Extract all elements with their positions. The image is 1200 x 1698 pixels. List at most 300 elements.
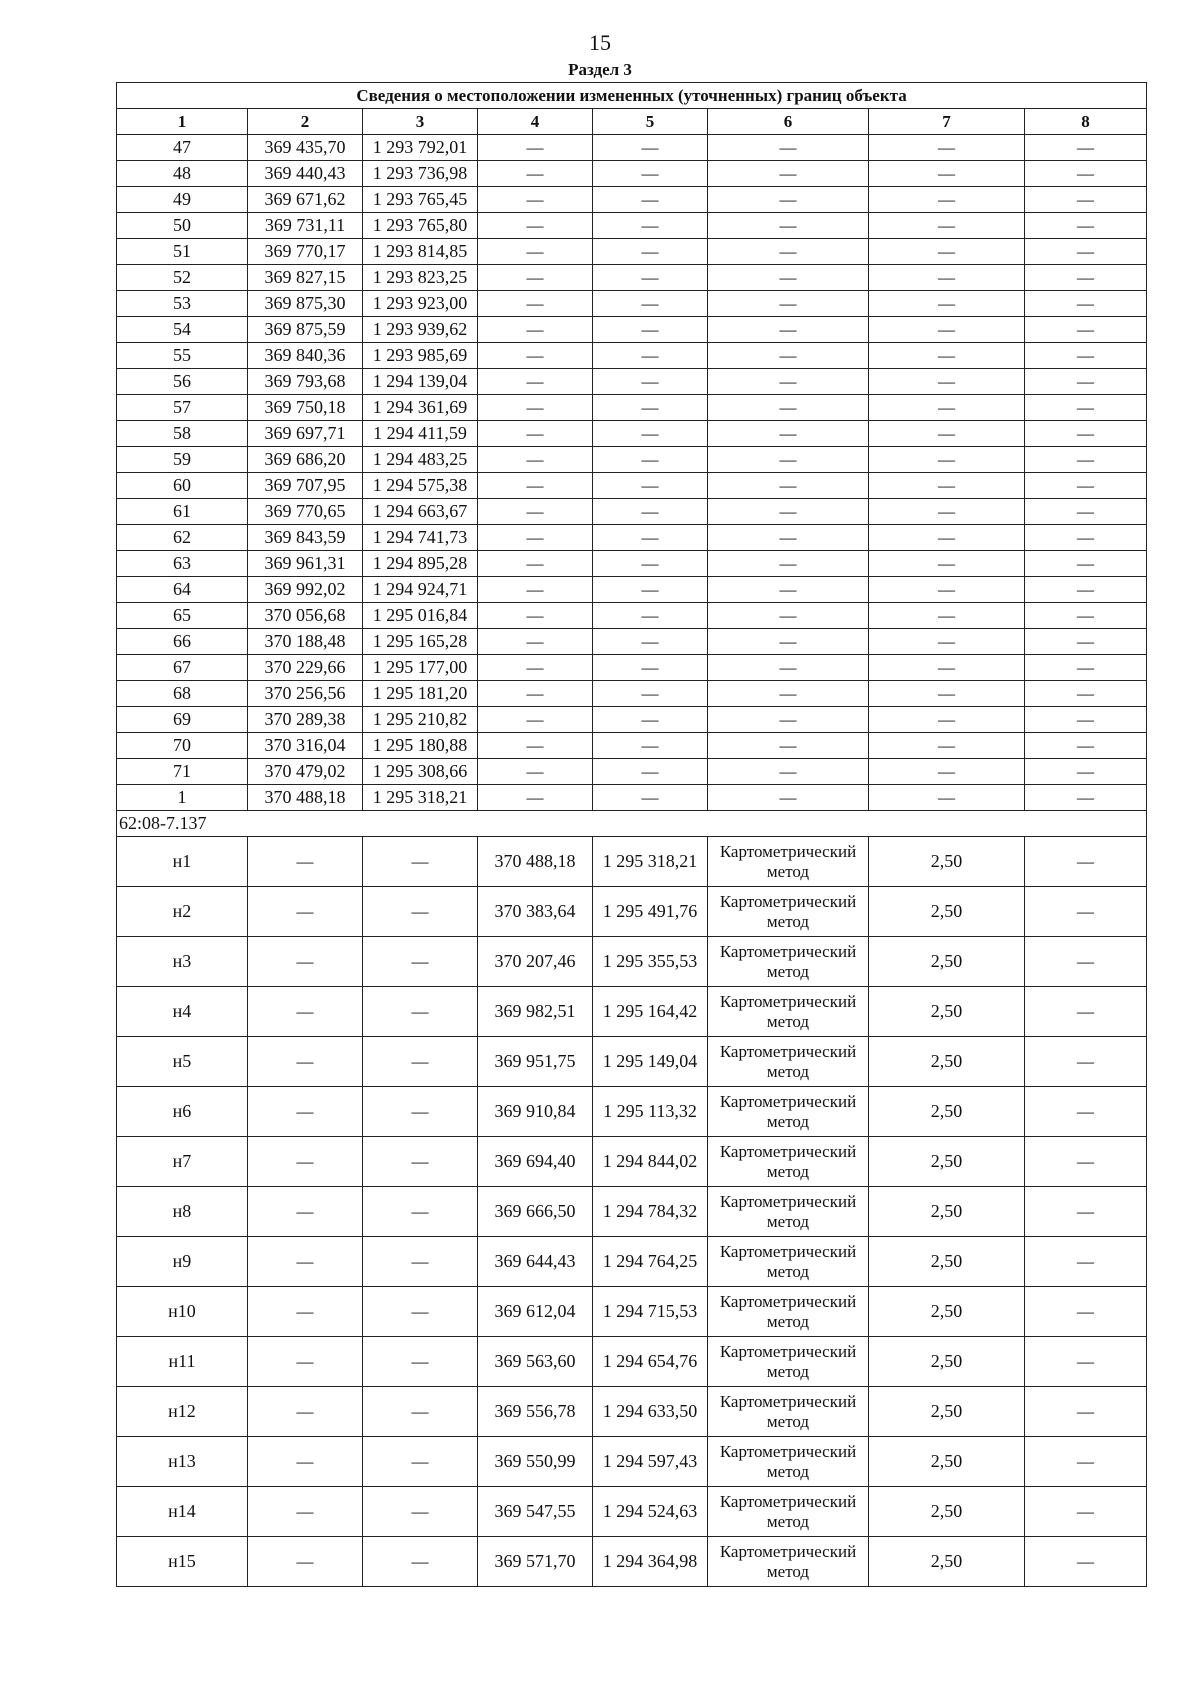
coordinate-y-existing: 1 294 483,25 (363, 447, 478, 473)
empty-dash: — (1025, 369, 1147, 395)
coordinate-y-new: 1 295 149,04 (593, 1037, 708, 1087)
coordinate-x-existing: 370 056,68 (248, 603, 363, 629)
coordinate-y-new: 1 294 364,98 (593, 1537, 708, 1587)
point-number: н6 (117, 1087, 248, 1137)
coordinate-x-existing: 369 686,20 (248, 447, 363, 473)
table-row (117, 785, 1147, 811)
parcel-separator-row (117, 811, 1147, 837)
empty-dash: — (869, 395, 1025, 421)
coordinate-y-new: 1 294 764,25 (593, 1237, 708, 1287)
point-number: 68 (117, 681, 248, 707)
coordinate-x-existing: 369 671,62 (248, 187, 363, 213)
coordinate-x-existing: 369 435,70 (248, 135, 363, 161)
empty-dash: — (593, 343, 708, 369)
table-row (117, 733, 1147, 759)
table-row (117, 655, 1147, 681)
empty-dash: — (869, 291, 1025, 317)
empty-dash: — (708, 369, 869, 395)
coordinate-y-existing: 1 294 895,28 (363, 551, 478, 577)
accuracy-value: 2,50 (869, 837, 1025, 887)
table-row (117, 447, 1147, 473)
coordinate-x-new: 369 550,99 (478, 1437, 593, 1487)
point-number: 70 (117, 733, 248, 759)
empty-dash: — (478, 265, 593, 291)
empty-dash: — (869, 499, 1025, 525)
empty-dash: — (478, 681, 593, 707)
table-row (117, 551, 1147, 577)
table-row (117, 681, 1147, 707)
empty-dash: — (1025, 681, 1147, 707)
empty-dash: — (1025, 733, 1147, 759)
coordinate-y-existing: 1 293 985,69 (363, 343, 478, 369)
coordinate-x-existing: 369 992,02 (248, 577, 363, 603)
accuracy-value: 2,50 (869, 1287, 1025, 1337)
point-number: 50 (117, 213, 248, 239)
coordinate-x-new: 369 547,55 (478, 1487, 593, 1537)
empty-dash: — (1025, 937, 1147, 987)
empty-dash: — (478, 655, 593, 681)
empty-dash: — (1025, 707, 1147, 733)
column-number: 7 (869, 109, 1025, 135)
empty-dash: — (708, 577, 869, 603)
empty-dash: — (593, 473, 708, 499)
determination-method: Картометрический метод (708, 1487, 869, 1537)
empty-dash: — (248, 887, 363, 937)
empty-dash: — (708, 707, 869, 733)
empty-dash: — (248, 1287, 363, 1337)
empty-dash: — (478, 525, 593, 551)
coordinate-x-existing: 369 875,59 (248, 317, 363, 343)
empty-dash: — (248, 1037, 363, 1087)
empty-dash: — (478, 629, 593, 655)
empty-dash: — (1025, 395, 1147, 421)
column-number-row (117, 109, 1147, 135)
empty-dash: — (248, 837, 363, 887)
empty-dash: — (248, 1387, 363, 1437)
empty-dash: — (478, 291, 593, 317)
point-number: н10 (117, 1287, 248, 1337)
empty-dash: — (363, 1187, 478, 1237)
point-number: 49 (117, 187, 248, 213)
empty-dash: — (708, 135, 869, 161)
empty-dash: — (869, 473, 1025, 499)
empty-dash: — (1025, 1337, 1147, 1387)
coordinate-y-existing: 1 295 180,88 (363, 733, 478, 759)
table-row (117, 1337, 1147, 1387)
empty-dash: — (593, 603, 708, 629)
empty-dash: — (593, 291, 708, 317)
coordinate-y-existing: 1 294 361,69 (363, 395, 478, 421)
determination-method: Картометрический метод (708, 1087, 869, 1137)
empty-dash: — (708, 239, 869, 265)
empty-dash: — (478, 213, 593, 239)
point-number: н12 (117, 1387, 248, 1437)
empty-dash: — (708, 291, 869, 317)
empty-dash: — (708, 473, 869, 499)
empty-dash: — (593, 707, 708, 733)
empty-dash: — (1025, 1037, 1147, 1087)
empty-dash: — (1025, 577, 1147, 603)
empty-dash: — (708, 213, 869, 239)
coordinate-x-existing: 369 961,31 (248, 551, 363, 577)
empty-dash: — (593, 395, 708, 421)
accuracy-value: 2,50 (869, 1137, 1025, 1187)
empty-dash: — (593, 317, 708, 343)
coordinate-y-new: 1 295 113,32 (593, 1087, 708, 1137)
empty-dash: — (478, 395, 593, 421)
coordinate-x-existing: 369 770,17 (248, 239, 363, 265)
point-number: н2 (117, 887, 248, 937)
empty-dash: — (869, 603, 1025, 629)
coordinate-x-existing: 370 188,48 (248, 629, 363, 655)
determination-method: Картометрический метод (708, 887, 869, 937)
empty-dash: — (708, 421, 869, 447)
empty-dash: — (248, 1437, 363, 1487)
empty-dash: — (1025, 1137, 1147, 1187)
empty-dash: — (248, 1187, 363, 1237)
coordinate-y-new: 1 295 164,42 (593, 987, 708, 1037)
table-row (117, 369, 1147, 395)
coordinate-y-existing: 1 294 411,59 (363, 421, 478, 447)
coordinate-x-new: 369 694,40 (478, 1137, 593, 1187)
empty-dash: — (869, 759, 1025, 785)
table-row (117, 213, 1147, 239)
empty-dash: — (478, 733, 593, 759)
determination-method: Картометрический метод (708, 837, 869, 887)
point-number: н11 (117, 1337, 248, 1387)
empty-dash: — (869, 447, 1025, 473)
empty-dash: — (869, 317, 1025, 343)
point-number: н14 (117, 1487, 248, 1537)
empty-dash: — (593, 733, 708, 759)
coordinate-y-existing: 1 293 736,98 (363, 161, 478, 187)
coordinate-x-new: 369 951,75 (478, 1037, 593, 1087)
table-row (117, 187, 1147, 213)
boundary-coordinates-table (116, 82, 1147, 1587)
empty-dash: — (1025, 187, 1147, 213)
empty-dash: — (478, 551, 593, 577)
empty-dash: — (869, 785, 1025, 811)
empty-dash: — (593, 213, 708, 239)
empty-dash: — (1025, 1087, 1147, 1137)
coordinate-x-existing: 369 750,18 (248, 395, 363, 421)
coordinate-y-existing: 1 295 016,84 (363, 603, 478, 629)
empty-dash: — (593, 655, 708, 681)
accuracy-value: 2,50 (869, 1237, 1025, 1287)
empty-dash: — (869, 343, 1025, 369)
table-row (117, 499, 1147, 525)
coordinate-x-existing: 369 731,11 (248, 213, 363, 239)
accuracy-value: 2,50 (869, 1337, 1025, 1387)
coordinate-y-new: 1 294 524,63 (593, 1487, 708, 1537)
accuracy-value: 2,50 (869, 937, 1025, 987)
column-number: 3 (363, 109, 478, 135)
empty-dash: — (593, 265, 708, 291)
determination-method: Картометрический метод (708, 1137, 869, 1187)
empty-dash: — (708, 317, 869, 343)
empty-dash: — (478, 135, 593, 161)
point-number: 48 (117, 161, 248, 187)
empty-dash: — (1025, 1487, 1147, 1537)
point-number: 56 (117, 369, 248, 395)
empty-dash: — (1025, 655, 1147, 681)
empty-dash: — (1025, 1187, 1147, 1237)
empty-dash: — (478, 499, 593, 525)
empty-dash: — (1025, 1287, 1147, 1337)
empty-dash: — (1025, 1437, 1147, 1487)
empty-dash: — (869, 577, 1025, 603)
empty-dash: — (869, 551, 1025, 577)
empty-dash: — (363, 1037, 478, 1087)
parcel-number: 62:08-7.137 (117, 811, 1147, 837)
coordinate-y-new: 1 295 355,53 (593, 937, 708, 987)
empty-dash: — (363, 1487, 478, 1537)
coordinate-y-new: 1 294 715,53 (593, 1287, 708, 1337)
table-row (117, 161, 1147, 187)
empty-dash: — (593, 681, 708, 707)
coordinate-x-new: 370 488,18 (478, 837, 593, 887)
accuracy-value: 2,50 (869, 1087, 1025, 1137)
table-row (117, 1437, 1147, 1487)
table-row (117, 707, 1147, 733)
determination-method: Картометрический метод (708, 1437, 869, 1487)
column-number: 1 (117, 109, 248, 135)
empty-dash: — (1025, 629, 1147, 655)
table-row (117, 291, 1147, 317)
coordinate-y-existing: 1 293 792,01 (363, 135, 478, 161)
coordinate-y-existing: 1 295 210,82 (363, 707, 478, 733)
coordinate-y-existing: 1 293 765,45 (363, 187, 478, 213)
empty-dash: — (478, 759, 593, 785)
empty-dash: — (1025, 759, 1147, 785)
empty-dash: — (869, 707, 1025, 733)
coordinate-x-existing: 370 289,38 (248, 707, 363, 733)
coordinate-x-new: 369 571,70 (478, 1537, 593, 1587)
empty-dash: — (363, 1137, 478, 1187)
empty-dash: — (1025, 499, 1147, 525)
empty-dash: — (593, 161, 708, 187)
coordinate-x-existing: 369 875,30 (248, 291, 363, 317)
empty-dash: — (708, 447, 869, 473)
empty-dash: — (363, 987, 478, 1037)
coordinate-y-existing: 1 294 663,67 (363, 499, 478, 525)
coordinate-x-existing: 370 256,56 (248, 681, 363, 707)
accuracy-value: 2,50 (869, 1387, 1025, 1437)
table-row (117, 421, 1147, 447)
empty-dash: — (869, 733, 1025, 759)
page-number: 15 (589, 30, 611, 55)
section-title: Раздел 3 (568, 60, 632, 79)
coordinate-y-new: 1 295 318,21 (593, 837, 708, 887)
point-number: 53 (117, 291, 248, 317)
accuracy-value: 2,50 (869, 1437, 1025, 1487)
table-row (117, 1537, 1147, 1587)
point-number: н5 (117, 1037, 248, 1087)
table-row (117, 1187, 1147, 1237)
point-number: н8 (117, 1187, 248, 1237)
empty-dash: — (478, 317, 593, 343)
determination-method: Картометрический метод (708, 1237, 869, 1287)
empty-dash: — (1025, 887, 1147, 937)
empty-dash: — (708, 759, 869, 785)
empty-dash: — (593, 369, 708, 395)
empty-dash: — (1025, 213, 1147, 239)
empty-dash: — (869, 239, 1025, 265)
coordinate-y-existing: 1 294 924,71 (363, 577, 478, 603)
empty-dash: — (593, 551, 708, 577)
point-number: 47 (117, 135, 248, 161)
determination-method: Картометрический метод (708, 987, 869, 1037)
point-number: н13 (117, 1437, 248, 1487)
column-number: 2 (248, 109, 363, 135)
empty-dash: — (869, 135, 1025, 161)
coordinate-y-new: 1 294 654,76 (593, 1337, 708, 1387)
point-number: н3 (117, 937, 248, 987)
determination-method: Картометрический метод (708, 1187, 869, 1237)
empty-dash: — (1025, 785, 1147, 811)
determination-method: Картометрический метод (708, 1337, 869, 1387)
empty-dash: — (363, 837, 478, 887)
coordinate-x-existing: 369 793,68 (248, 369, 363, 395)
coordinate-x-existing: 369 707,95 (248, 473, 363, 499)
empty-dash: — (708, 161, 869, 187)
table-row (117, 343, 1147, 369)
table-row (117, 603, 1147, 629)
empty-dash: — (248, 1337, 363, 1387)
empty-dash: — (478, 447, 593, 473)
empty-dash: — (708, 655, 869, 681)
point-number: 55 (117, 343, 248, 369)
empty-dash: — (478, 187, 593, 213)
empty-dash: — (1025, 987, 1147, 1037)
empty-dash: — (248, 1137, 363, 1187)
table-row (117, 937, 1147, 987)
coordinate-y-new: 1 295 491,76 (593, 887, 708, 937)
empty-dash: — (593, 499, 708, 525)
empty-dash: — (363, 1287, 478, 1337)
coordinate-y-existing: 1 295 181,20 (363, 681, 478, 707)
coordinate-y-existing: 1 295 165,28 (363, 629, 478, 655)
empty-dash: — (1025, 265, 1147, 291)
coordinate-x-new: 370 207,46 (478, 937, 593, 987)
coordinate-x-existing: 369 843,59 (248, 525, 363, 551)
empty-dash: — (708, 785, 869, 811)
coordinate-y-existing: 1 293 939,62 (363, 317, 478, 343)
table-row (117, 239, 1147, 265)
empty-dash: — (1025, 239, 1147, 265)
coordinate-x-new: 369 612,04 (478, 1287, 593, 1337)
point-number: 59 (117, 447, 248, 473)
empty-dash: — (248, 987, 363, 1037)
table-row (117, 577, 1147, 603)
empty-dash: — (478, 343, 593, 369)
empty-dash: — (869, 161, 1025, 187)
point-number: н7 (117, 1137, 248, 1187)
column-number: 4 (478, 109, 593, 135)
empty-dash: — (363, 1237, 478, 1287)
point-number: 69 (117, 707, 248, 733)
empty-dash: — (593, 447, 708, 473)
table-body (117, 135, 1147, 1587)
point-number: 64 (117, 577, 248, 603)
table-title: Сведения о местоположении измененных (уточненных) границ объекта (117, 83, 1147, 109)
empty-dash: — (248, 1087, 363, 1137)
table-row (117, 887, 1147, 937)
table-row (117, 1287, 1147, 1337)
coordinate-y-new: 1 294 633,50 (593, 1387, 708, 1437)
empty-dash: — (708, 551, 869, 577)
column-number: 8 (1025, 109, 1147, 135)
empty-dash: — (1025, 551, 1147, 577)
table-row (117, 1137, 1147, 1187)
empty-dash: — (593, 135, 708, 161)
empty-dash: — (1025, 161, 1147, 187)
empty-dash: — (1025, 1537, 1147, 1587)
empty-dash: — (593, 785, 708, 811)
empty-dash: — (869, 525, 1025, 551)
accuracy-value: 2,50 (869, 1037, 1025, 1087)
empty-dash: — (363, 1537, 478, 1587)
point-number: 1 (117, 785, 248, 811)
table-row (117, 525, 1147, 551)
coordinate-x-existing: 369 840,36 (248, 343, 363, 369)
empty-dash: — (708, 343, 869, 369)
point-number: 57 (117, 395, 248, 421)
table-row (117, 987, 1147, 1037)
column-number: 5 (593, 109, 708, 135)
empty-dash: — (708, 733, 869, 759)
point-number: 54 (117, 317, 248, 343)
empty-dash: — (593, 759, 708, 785)
empty-dash: — (708, 265, 869, 291)
empty-dash: — (869, 421, 1025, 447)
empty-dash: — (1025, 317, 1147, 343)
coordinate-x-existing: 370 229,66 (248, 655, 363, 681)
coordinate-x-existing: 369 827,15 (248, 265, 363, 291)
point-number: 58 (117, 421, 248, 447)
coordinate-x-new: 369 644,43 (478, 1237, 593, 1287)
coordinate-x-existing: 369 770,65 (248, 499, 363, 525)
empty-dash: — (478, 239, 593, 265)
coordinate-x-new: 369 556,78 (478, 1387, 593, 1437)
accuracy-value: 2,50 (869, 1187, 1025, 1237)
empty-dash: — (708, 603, 869, 629)
empty-dash: — (593, 187, 708, 213)
point-number: н4 (117, 987, 248, 1037)
point-number: н15 (117, 1537, 248, 1587)
coordinate-x-existing: 370 316,04 (248, 733, 363, 759)
column-number: 6 (708, 109, 869, 135)
point-number: 66 (117, 629, 248, 655)
empty-dash: — (363, 1387, 478, 1437)
empty-dash: — (593, 629, 708, 655)
point-number: 61 (117, 499, 248, 525)
empty-dash: — (869, 629, 1025, 655)
empty-dash: — (478, 369, 593, 395)
empty-dash: — (593, 577, 708, 603)
table-row (117, 317, 1147, 343)
empty-dash: — (1025, 291, 1147, 317)
empty-dash: — (708, 187, 869, 213)
empty-dash: — (248, 1487, 363, 1537)
coordinate-x-new: 369 910,84 (478, 1087, 593, 1137)
table-row (117, 1087, 1147, 1137)
coordinate-y-existing: 1 295 318,21 (363, 785, 478, 811)
empty-dash: — (363, 887, 478, 937)
point-number: 63 (117, 551, 248, 577)
point-number: 62 (117, 525, 248, 551)
empty-dash: — (869, 265, 1025, 291)
